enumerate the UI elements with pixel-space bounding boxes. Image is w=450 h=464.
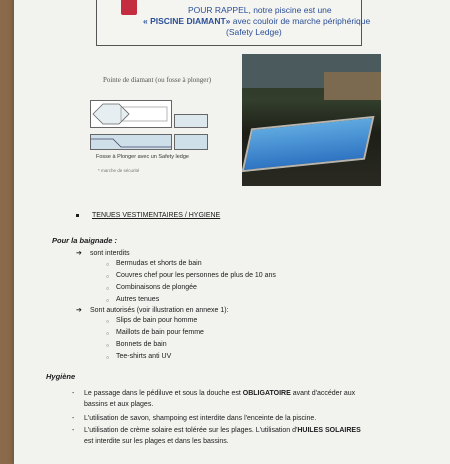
- autorise-item: Slips de bain pour homme: [116, 317, 198, 324]
- document-page: [14, 0, 450, 464]
- circle-bullet-icon: ○: [106, 274, 110, 280]
- diagram-title: Pointe de diamant (ou fosse à plonger): [102, 76, 212, 84]
- interdits-label: sont interdits: [90, 250, 130, 257]
- hygiene-rule-1-text-end: avant d'accéder aux: [290, 390, 356, 397]
- reminder-prefix: POUR RAPPEL,: [188, 5, 251, 15]
- autorises-label: Sont autorisés (voir illustration en annexe 1):: [90, 307, 229, 314]
- hygiene-rule-2: L'utilisation de savon, shampoing est interdite dans l'enceinte de la piscine.: [84, 415, 317, 422]
- hygiene-rule-3: [84, 427, 361, 434]
- pool-long-section: [90, 134, 172, 150]
- diamond-plan-icon: [91, 101, 171, 127]
- circle-bullet-icon: ○: [106, 298, 110, 304]
- reminder-box: [96, 0, 371, 46]
- photo-pool-water: [242, 116, 375, 172]
- dash-bullet-icon: -: [72, 415, 75, 422]
- bullet-icon: [76, 214, 79, 217]
- autorise-item: Maillots de bain pour femme: [116, 329, 204, 336]
- pool-type-name: « PISCINE DIAMANT»: [143, 16, 231, 26]
- interdit-item: Bermudas et shorts de bain: [116, 260, 202, 267]
- circle-bullet-icon: ○: [106, 355, 110, 361]
- autorise-item: Tee-shirts anti UV: [116, 353, 172, 360]
- hygiene-rule-1-text: Le passage dans le pédiluve et sous la douche est: [84, 390, 243, 397]
- hygiene-rule-3-emphasis: HUILES SOLAIRES: [297, 427, 361, 434]
- hygiene-title: Hygiène: [46, 372, 76, 381]
- diagram-caption: Fosse à Plonger avec un Safety ledge: [96, 154, 189, 160]
- reminder-line-1: [188, 5, 332, 15]
- hygiene-rule-3-text: L'utilisation de crème solaire est tolérée sur les plages. L'utilisation d': [84, 427, 298, 434]
- autorise-item: Bonnets de bain: [116, 341, 167, 348]
- dash-bullet-icon: -: [72, 390, 75, 397]
- arrow-right-icon: ➔: [76, 250, 82, 257]
- pool-diagram: [90, 76, 220, 186]
- pool-cross-section: [174, 134, 208, 150]
- arrow-right-icon: ➔: [76, 307, 82, 314]
- circle-bullet-icon: ○: [106, 286, 110, 292]
- hygiene-rule-1-continued: bassins et aux plages.: [84, 401, 154, 408]
- reminder-line-2-text: avec couloir de marche périphérique: [230, 16, 371, 26]
- interdit-item: Combinaisons de plongée: [116, 284, 197, 291]
- pool-section-view: [174, 114, 208, 128]
- circle-bullet-icon: ○: [106, 319, 110, 325]
- circle-bullet-icon: ○: [106, 343, 110, 349]
- pool-profile-icon: [91, 135, 171, 149]
- reminder-line-2: [143, 16, 370, 26]
- diagram-footnote: * marche de sécurité: [98, 168, 140, 173]
- hotel-logo-icon: [121, 0, 137, 15]
- baignade-title: Pour la baignade :: [52, 236, 118, 245]
- reminder-line-3: (Safety Ledge): [226, 27, 282, 37]
- hygiene-rule-3-continued: est interdite sur les plages et dans les bassins.: [84, 438, 229, 445]
- circle-bullet-icon: ○: [106, 262, 110, 268]
- circle-bullet-icon: ○: [106, 331, 110, 337]
- pool-photo: [242, 54, 381, 186]
- dash-bullet-icon: -: [72, 427, 75, 434]
- pool-plan-view: [90, 100, 172, 128]
- interdit-item: Autres tenues: [116, 296, 160, 303]
- hygiene-rule-1: [84, 390, 355, 397]
- hygiene-rule-1-emphasis: OBLIGATOIRE: [242, 390, 291, 397]
- interdit-item: Couvres chef pour les personnes de plus de 10 ans: [116, 272, 276, 279]
- photo-building: [324, 72, 381, 100]
- section-heading: TENUES VESTIMENTAIRES / HYGIENE: [92, 212, 221, 219]
- reminder-line-1-text: notre piscine est une: [250, 5, 332, 15]
